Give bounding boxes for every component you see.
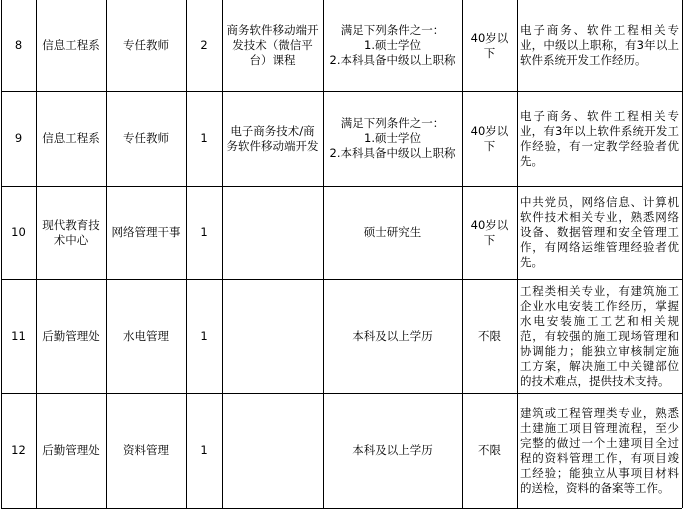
cell-major: 电子商务技术/商务软件移动端开发: [226, 123, 319, 153]
education-lines: 满足下列条件之一： 1.硕士学位 2.本科具备中级以上职称: [329, 23, 456, 67]
cell-other-requirements: 电子商务、软件工程相关专业，有3年以上软件系统开发工作经验，有一定教学经验者优先。: [520, 108, 679, 168]
education-lines: 本科及以上学历: [352, 328, 433, 343]
cell-other-requirements: 中共党员，网络信息、计算机软件技术相关专业，熟悉网络设备、数据管理和安全管理工作，有网络运维管理经验者优先。: [520, 195, 679, 269]
cell-department: 信息工程系: [42, 131, 100, 145]
cell-department: 后勤管理处: [42, 443, 100, 457]
cell-row-number: 12: [11, 443, 26, 457]
cell-row-number: 10: [11, 225, 26, 239]
cell-other-requirements: 工程类相关专业，有建筑施工企业水电安装工作经历，掌握水电安装施工工艺和相关规范，有较强的施工现场管理和协调能力；能独立审核制定施工方案，解决施工中关键部位的技术难点，提供技术支持。: [520, 283, 679, 388]
cell-headcount: 1: [200, 328, 208, 343]
cell-other-requirements: 建筑或工程管理类专业，熟悉土建施工项目管理流程，至少完整的做过一个土建项目全过程的资料管理工作，有项目竣工经验；能独立从事项目材料的送检，资料的备案等工作。: [520, 405, 679, 495]
cell-headcount: 1: [200, 131, 208, 145]
cell-education-requirement: [323, 393, 462, 508]
education-lines: 硕士研究生: [363, 225, 422, 239]
cell-row-number: 11: [11, 328, 26, 343]
cell-major: [222, 393, 323, 508]
cell-education-requirement: [323, 91, 462, 186]
cell-major: [222, 279, 323, 393]
cell-department: 后勤管理处: [42, 328, 100, 343]
cell-headcount: 2: [200, 38, 208, 52]
education-lines: 满足下列条件之一： 1.硕士学位 2.本科具备中级以上职称: [329, 116, 456, 160]
cell-other-requirements: 电子商务、软件工程相关专业，中级以上职称，有3年以上软件系统开发工作经历。: [520, 23, 679, 67]
cell-headcount: 1: [200, 443, 208, 457]
cell-position: 专任教师: [123, 131, 169, 145]
cell-education-requirement: [323, 279, 462, 393]
cell-department: 信息工程系: [42, 38, 100, 52]
cell-education-requirement: [323, 186, 462, 279]
cell-department: 现代教育技术中心: [42, 217, 100, 247]
cell-row-number: 9: [14, 131, 23, 145]
education-lines: 本科及以上学历: [352, 443, 433, 457]
cell-position: 专任教师: [123, 38, 169, 52]
cell-age-limit: 40岁以下: [470, 217, 509, 247]
cell-major: 商务软件移动端开发技术（微信平台）课程: [226, 23, 319, 67]
cell-education-requirement: [323, 0, 462, 91]
cell-row-number: 8: [14, 38, 23, 52]
cell-age-limit: 40岁以下: [470, 30, 509, 60]
cell-position: 网络管理干事: [111, 225, 181, 239]
cell-position: 水电管理: [123, 328, 169, 343]
cell-age-limit: 不限: [478, 443, 501, 457]
cell-major: [222, 186, 323, 279]
cell-position: 资料管理: [123, 443, 169, 457]
cell-age-limit: 不限: [478, 328, 501, 343]
cell-headcount: 1: [200, 225, 208, 239]
cell-age-limit: 40岁以下: [470, 123, 509, 153]
